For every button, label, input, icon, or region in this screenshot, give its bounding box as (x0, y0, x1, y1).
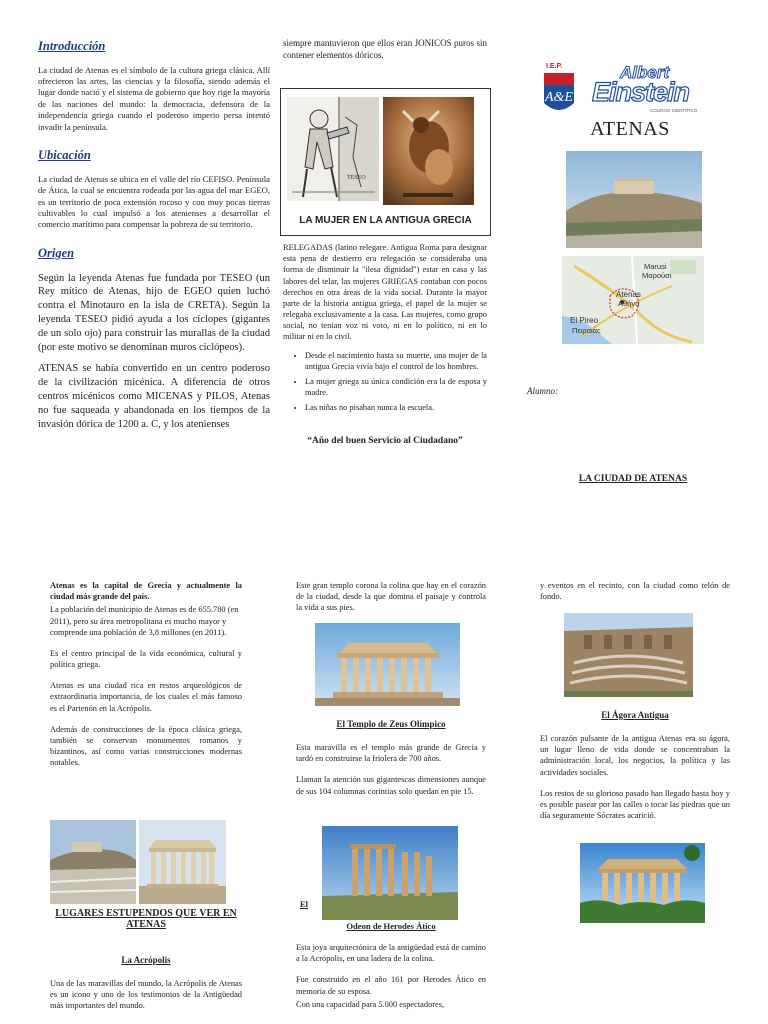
odeon-text-2: Fue construido en el año 161 por Herodes Ático en memoria de su esposa. (296, 975, 486, 996)
odeon-continuation-text: y eventos en el recinto, con la ciudad como telón de fondo. (540, 581, 730, 602)
agora-heading: El Ágora Antigua (601, 710, 669, 720)
zeus-text-block (296, 742, 486, 804)
panel-templos (296, 580, 486, 621)
acropolis-text-block (50, 978, 242, 1019)
map-label-marusi: Marusi (644, 262, 667, 271)
construcciones-text: Además de construcciones de la época clásica griega, también se conservan monumentos romanos y bizantinos, así como varias construcciones modernas notables. (50, 724, 242, 768)
mujer-grecia-caption: LA MUJER EN LA ANTIGUA GRECIA (299, 215, 472, 226)
odeon-text-1: Esta joya arquitectónica de la antigüedad está de camino a la Acrópolis, en una ladera de la colina. (296, 943, 486, 964)
athens-map (562, 256, 704, 344)
logo-sub: COLEGIO CIENTÍFICO (650, 108, 698, 113)
motto-text: “Año del buen Servicio al Ciudadano” (307, 436, 463, 447)
acropolis-photo-cover (566, 151, 702, 248)
panel-mujer-text (283, 242, 487, 455)
mujer-bullet-list (283, 350, 487, 414)
panel-introduccion (38, 38, 270, 439)
relegadas-text: RELEGADAS (latino relegare. Antigua Roma para designar esta pena de destierro era relegación se consideraba una forma de disminuir la "ilesa dignidad") estar en casa y las labores del telar, las mujeres GRIEGAS contaban con pocos derechos en otra áreas de la vida social. Durante la mayor parte de la historia antigua griega, el papel de la mujer se relegaba exclusivamente a la casa. Las mujeres, como grupo social, no tenían voz ni voto, ni en lo político, ni en lo militar ni en lo civil. (283, 243, 487, 342)
map-label-pireo: El Pireo (570, 316, 599, 325)
odeon-heading: Odeon de Herodes Ático (346, 921, 436, 931)
parthenon-photo (139, 820, 226, 904)
intro-text: La ciudad de Atenas es el símbolo de la cultura griega clásica. Allí ofrecieron las artes, las ciencias y la filosofía, siendo además el lugar donde nació y el sistema de gobierno que hoy rige la mayoría de las naciones del mundo: la democracia, defensora de la independencia griega cuando el poderoso imperio persa intentó invadir la península. (38, 64, 270, 132)
teseo-drawing (287, 97, 379, 201)
map-label-atenas-gr: Αθήνα (618, 299, 640, 308)
svg-text:A&E: A&E (545, 90, 573, 105)
centro-text: Es el centro principal de la vida económica, cultural y política griega. (50, 648, 242, 670)
zeus-text-2: Llaman la atención sus gigantescas dimensiones aunque de sus 104 columnas corintias solo quedan en pie 15. (296, 775, 486, 796)
atenas-text: ATENAS se había convertido en un centro poderoso de la civilización micénica. A diferencia de otros centros micénicos como MICENAS y PILOS, Atenas no fue saqueada y abandonada en los tiempos de la invasión dórica de 1200 a. C, y los atenienses (38, 363, 270, 431)
capital-text: Atenas es la capital de Grecia y actualmente la ciudad más grande del país. (50, 581, 242, 602)
list-item: • Desde el nacimiento hasta su muerte, una mujer de la antigua Grecia vivía bajo el control de los hombres. (305, 350, 487, 372)
cover-title: ATENAS (590, 118, 670, 140)
origen-heading: Origen (38, 245, 75, 260)
agora-text-2: Los restos de su glorioso pasado han llegado hasta hoy y es posible pasear por las calles o tocar las piedras que un día seguramente Sócrates acarició. (540, 788, 730, 821)
logo-albert: Albert (620, 63, 670, 82)
map-label-atenas: Atenas (616, 290, 641, 299)
panel-capital (50, 580, 242, 775)
logo-small-text: I.E.P. (546, 63, 563, 70)
logo-einstein: Einstein (592, 77, 690, 107)
cover-subtitle: LA CIUDAD DE ATENAS (578, 474, 688, 484)
origen-text: Según la leyenda Atenas fue fundada por TESEO (un Rey mítico de Atenas, hijo de EGEO quien luchó contra el Minotauro en la isla de CRETA). Según la leyenda TESEO pidió ayuda a los cíclopes (gigantes de un solo ojo) para construir las murallas de la ciudad (por este motivo se denominan muros ciclópeos). (38, 272, 270, 354)
jonicos-text: siempre mantuvieron que ellos eran JONICOS puros sin contener elementos dóricos. (283, 38, 487, 60)
parthenon-photo-2 (315, 623, 460, 706)
alumno-label: Alumno: (527, 386, 558, 396)
agora-text-block (540, 733, 730, 828)
mujer-grecia-figure (280, 88, 491, 236)
odeon-photo (564, 613, 693, 697)
zeus-text-1: Esta maravilla es el templo más grande de Grecia y tardó en construirse la friolera de 700 años. (296, 743, 486, 764)
acropolis-text: Una de las maravillas del mundo, la Acrópolis de Atenas es un icono y uno de los testimonios de la Antigüedad más importantes del mundo. (50, 979, 242, 1011)
lugares-heading: LUGARES ESTUPENDOS QUE VER EN ATENAS (55, 908, 237, 930)
map-label-pireo-gr: Πειραιάς (572, 326, 601, 335)
athens-city-photo (50, 820, 136, 904)
poblacion-text: La población del municipio de Atenas es de 655.780 (en 2011), pero su área metropolitana es mucho mayor y comprende una población de 3,8 millones (en 2011). (50, 605, 239, 637)
zeus-heading: El Templo de Zeus Olímpico (336, 719, 446, 729)
odeon-text-block (296, 942, 486, 1017)
intro-heading: Introducción (38, 39, 106, 53)
school-logo (540, 63, 718, 121)
agora-text-1: El corazón pulsante de la antigua Atenas era su ágora, un lugar lleno de vida donde se concentraban la administración local, los negocios, la política y las actividades sociales. (540, 734, 730, 777)
list-item: • Las niñas no pisaban nunca la escuela. (305, 402, 487, 413)
odeon-text-3: Con una capacidad para 5.000 espectadores, (296, 999, 445, 1009)
minotauro-painting (383, 97, 474, 205)
panel-mujer-grecia (283, 38, 487, 69)
ubicacion-text: La ciudad de Atenas se ubica en el valle del río CEFISO. Península de Ática, la cual se encuentra rodeada por las agua del mar EGEO, es un territorio de poca extensión rocoso y con muy pocas tierras cultivables lo cual impulsó a los atenienses a desarrollar el comercio marítimo para compensar la pobreza de su territorio. (38, 173, 270, 230)
zeus-temple-photo (322, 826, 458, 920)
panel-agora (540, 580, 730, 609)
acropolis-heading: La Acrópolis (121, 955, 171, 965)
ubicacion-heading: Ubicación (38, 148, 91, 163)
list-item: • La mujer griega su única condición era la de esposa y madre. (305, 376, 487, 398)
map-label-marusi-gr: Μαρούσι (642, 271, 672, 280)
hefesto-temple-photo (580, 843, 705, 923)
restos-text: Atenas es una ciudad rica en restos arqueológicos de extraordinaria importancia, de los cuales el más famoso es el Partenón en la Acrópolis. (50, 681, 242, 713)
el-label: El (300, 900, 308, 909)
templo-intro-text: Este gran templo corona la colina que hay en el corazón de la ciudad, desde la que domina el paisaje y controla la vida a sus pies. (296, 581, 486, 613)
teseo-label: TESEO (347, 175, 366, 181)
